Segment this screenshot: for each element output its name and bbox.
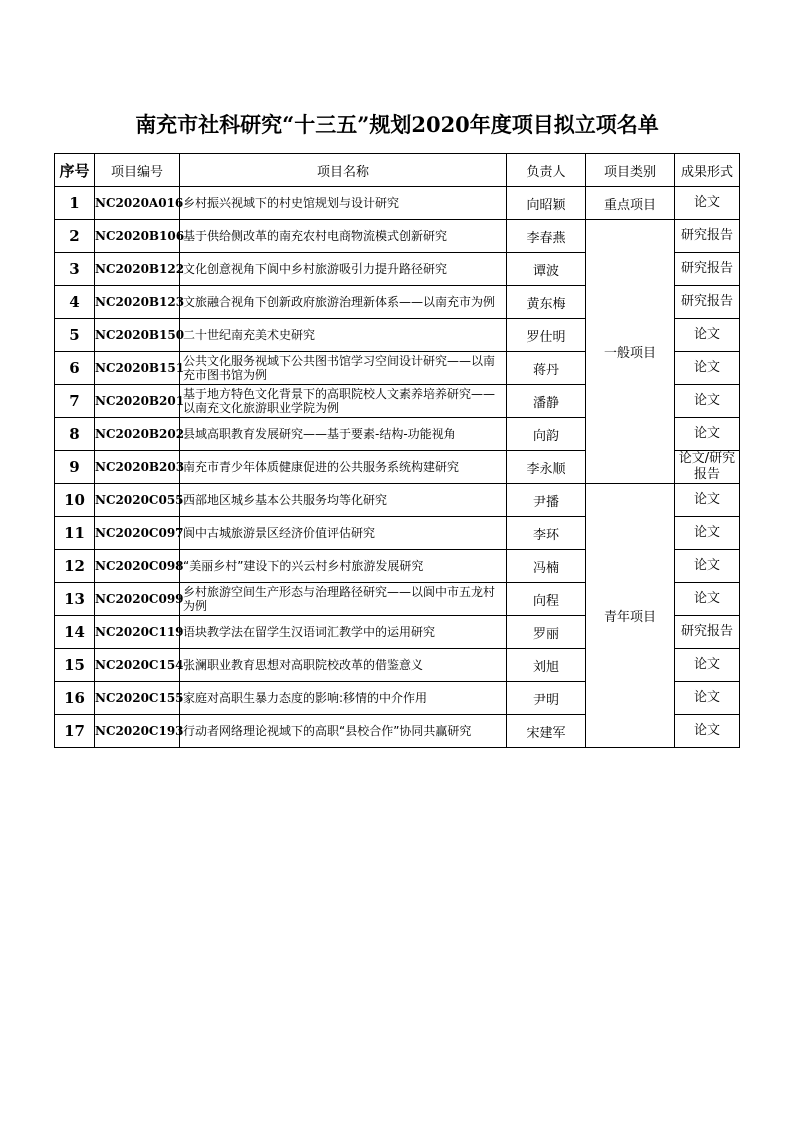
row-name: 基于地方特色文化背景下的高职院校人文素养培养研究——以南充文化旅游职业学院为例 (180, 385, 507, 418)
row-outcome: 论文 (675, 583, 740, 616)
row-person: 罗丽 (507, 616, 586, 649)
row-outcome: 论文 (675, 319, 740, 352)
row-name: 行动者网络理论视域下的高职“县校合作”协同共赢研究 (180, 715, 507, 748)
row-name: 张澜职业教育思想对高职院校改革的借鉴意义 (180, 649, 507, 682)
row-code: NC2020B106 (95, 220, 180, 253)
header-category: 项目类别 (586, 154, 675, 187)
row-name: 语块教学法在留学生汉语词汇教学中的运用研究 (180, 616, 507, 649)
row-name: 西部地区城乡基本公共服务均等化研究 (180, 484, 507, 517)
row-seq: 1 (55, 187, 95, 220)
row-seq: 2 (55, 220, 95, 253)
row-person: 谭波 (507, 253, 586, 286)
row-person: 罗仕明 (507, 319, 586, 352)
category-youth: 青年项目 (586, 484, 675, 748)
row-name: 公共文化服务视域下公共图书馆学习空间设计研究——以南充市图书馆为例 (180, 352, 507, 385)
row-name: 基于供给侧改革的南充农村电商物流模式创新研究 (180, 220, 507, 253)
header-seq: 序号 (55, 154, 95, 187)
row-code: NC2020B203 (95, 451, 180, 484)
row-seq: 8 (55, 418, 95, 451)
row-seq: 10 (55, 484, 95, 517)
row-seq: 3 (55, 253, 95, 286)
row-person: 向程 (507, 583, 586, 616)
row-name: 家庭对高职生暴力态度的影响:移情的中介作用 (180, 682, 507, 715)
row-code: NC2020A016 (95, 187, 180, 220)
row-outcome: 论文 (675, 352, 740, 385)
table-row (55, 484, 740, 517)
row-person: 尹播 (507, 484, 586, 517)
row-seq: 9 (55, 451, 95, 484)
row-name: 阆中古城旅游景区经济价值评估研究 (180, 517, 507, 550)
row-code: NC2020B202 (95, 418, 180, 451)
header-name: 项目名称 (180, 154, 507, 187)
row-code: NC2020B123 (95, 286, 180, 319)
row-outcome: 论文 (675, 385, 740, 418)
row-code: NC2020C119 (95, 616, 180, 649)
row-outcome: 论文 (675, 187, 740, 220)
row-outcome: 论文 (675, 649, 740, 682)
row-name: 县域高职教育发展研究——基于要素-结构-功能视角 (180, 418, 507, 451)
row-name: 乡村振兴视域下的村史馆规划与设计研究 (180, 187, 507, 220)
row-person: 刘旭 (507, 649, 586, 682)
row-person: 向韵 (507, 418, 586, 451)
row-code: NC2020B150 (95, 319, 180, 352)
row-code: NC2020B151 (95, 352, 180, 385)
row-person: 黄东梅 (507, 286, 586, 319)
row-seq: 6 (55, 352, 95, 385)
row-code: NC2020C155 (95, 682, 180, 715)
row-seq: 13 (55, 583, 95, 616)
table-row (55, 220, 740, 253)
row-seq: 15 (55, 649, 95, 682)
table-header-row (55, 154, 740, 187)
row-outcome: 论文 (675, 682, 740, 715)
table-row (55, 187, 740, 220)
row-person: 蒋丹 (507, 352, 586, 385)
row-outcome: 论文/研究报告 (675, 451, 740, 484)
row-outcome: 论文 (675, 550, 740, 583)
row-name: 文化创意视角下阆中乡村旅游吸引力提升路径研究 (180, 253, 507, 286)
row-name: 南充市青少年体质健康促进的公共服务系统构建研究 (180, 451, 507, 484)
header-person: 负责人 (507, 154, 586, 187)
row-name: “美丽乡村”建设下的兴云村乡村旅游发展研究 (180, 550, 507, 583)
row-person: 冯楠 (507, 550, 586, 583)
row-person: 李环 (507, 517, 586, 550)
category-key: 重点项目 (586, 187, 675, 220)
row-person: 宋建军 (507, 715, 586, 748)
row-code: NC2020B201 (95, 385, 180, 418)
row-outcome: 研究报告 (675, 253, 740, 286)
row-outcome: 论文 (675, 484, 740, 517)
row-code: NC2020B122 (95, 253, 180, 286)
row-person: 李春燕 (507, 220, 586, 253)
page-title: 南充市社科研究“十三五”规划2020年度项目拟立项名单 (135, 112, 659, 137)
row-code: NC2020C097 (95, 517, 180, 550)
category-general: 一般项目 (586, 220, 675, 484)
row-outcome: 研究报告 (675, 286, 740, 319)
row-seq: 16 (55, 682, 95, 715)
row-seq: 5 (55, 319, 95, 352)
row-code: NC2020C154 (95, 649, 180, 682)
row-code: NC2020C098 (95, 550, 180, 583)
row-person: 李永顺 (507, 451, 586, 484)
row-name: 乡村旅游空间生产形态与治理路径研究——以阆中市五龙村为例 (180, 583, 507, 616)
row-outcome: 论文 (675, 517, 740, 550)
row-person: 潘静 (507, 385, 586, 418)
row-person: 向昭颖 (507, 187, 586, 220)
row-name: 文旅融合视角下创新政府旅游治理新体系——以南充市为例 (180, 286, 507, 319)
row-seq: 11 (55, 517, 95, 550)
row-code: NC2020C099 (95, 583, 180, 616)
header-code: 项目编号 (95, 154, 180, 187)
row-outcome: 研究报告 (675, 616, 740, 649)
row-person: 尹明 (507, 682, 586, 715)
row-code: NC2020C055 (95, 484, 180, 517)
row-name: 二十世纪南充美术史研究 (180, 319, 507, 352)
project-table (54, 153, 740, 748)
header-outcome: 成果形式 (675, 154, 740, 187)
row-outcome: 研究报告 (675, 220, 740, 253)
row-code: NC2020C193 (95, 715, 180, 748)
row-seq: 17 (55, 715, 95, 748)
row-seq: 12 (55, 550, 95, 583)
row-outcome: 论文 (675, 715, 740, 748)
row-seq: 14 (55, 616, 95, 649)
row-seq: 4 (55, 286, 95, 319)
row-seq: 7 (55, 385, 95, 418)
row-outcome: 论文 (675, 418, 740, 451)
